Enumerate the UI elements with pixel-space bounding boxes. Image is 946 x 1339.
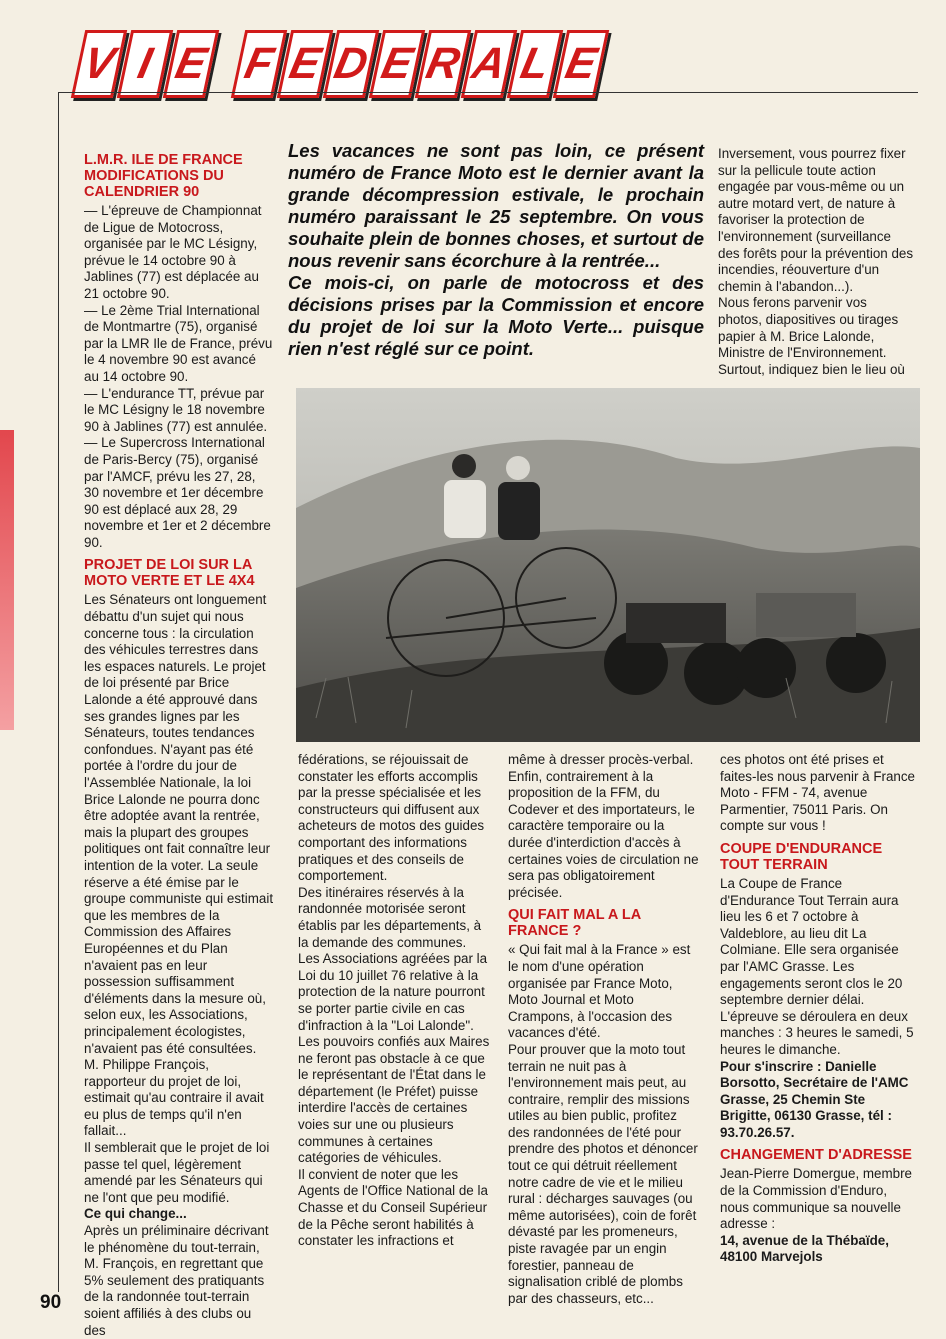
paragraph: Nous ferons parvenir vos photos, diapositives ou tirages papier à M. Brice Lalonde, Ministre de l'Environnement. — [718, 295, 899, 361]
paragraph: Les Associations agréées par la Loi du 10 juillet 76 relative à la protection de la nature pourront se porter partie civile en cas d'infraction à la "Loi Lalonde". — [298, 951, 488, 1033]
masthead — [78, 30, 602, 98]
page-number: 90 — [40, 1292, 62, 1313]
paragraph: Les Sénateurs ont longuement débattu d'un sujet qui nous concerne tous : la circulation des véhicules terrestres dans les espaces naturels. Le projet de loi présenté par Brice Lalonde a été approuvé dans ses grandes lignes par les Sénateurs, toutes tendances confondues. N'ayant pas été portée à l'ordre du jour de l'Assemblée Nationale, la loi Brice Lalonde ne pourra donc être adoptée avant la rentrée, mais la plupart des groupes politiques ont fait connaître leur intention de la voter. La seule réserve a été émise par le groupe communiste qui estimait que les membres de la Commission des Affaires Européennes et du Plan n'avaient pas en leur possession suffisamment d'éléments dans la mesure où, selon eux, les Associations, principalement écologistes, n'avaient pas été consultées. M. Philippe François, rapporteur du projet de loi, estimait qu'au contraire il avait eu plus de temps qu'il n'en fallait... — [84, 592, 274, 1139]
paragraph: même à dresser procès-verbal. — [508, 752, 694, 767]
paragraph: Il semblerait que le projet de loi passe tel quel, légèrement amendé par les Sénateurs qui ne l'ont que peu modifié. — [84, 1140, 270, 1205]
paragraph: « Qui fait mal à la France » est le nom d'une opération organisée par France Moto, Moto Journal et Moto Crampons, à l'occasion des vacances d'été. — [508, 942, 691, 1041]
paragraph: Surtout, indiquez bien le lieu où — [718, 361, 905, 377]
left-rule — [58, 92, 59, 1292]
masthead-letter: L — [507, 30, 563, 98]
paragraph: Enfin, contrairement à la proposition de la FFM, du Codever et des importateurs, le caractère temporaire ou la durée d'interdiction d'accès à certaines voies de circulation ne sera pas obligatoirement précisée. — [508, 768, 699, 900]
column-4-top — [718, 146, 914, 378]
paragraph: — L'épreuve de Championnat de Ligue de Motocross, organisée par le MC Lésigny, prévue le 14 octobre 90 à Jablines (77) est déplacée au 21 octobre 90. — [84, 203, 262, 301]
subheading: Ce qui change... — [84, 1206, 187, 1222]
masthead-letter: A — [461, 30, 517, 98]
masthead-letter: V — [71, 30, 127, 98]
intro-paragraph: Ce mois-ci, on parle de motocross et des décisions prises par la Commission et encore du projet de loi sur la Moto Verte... puisque rien n'est réglé sur ce point. — [288, 272, 704, 359]
column-4-bottom — [720, 752, 916, 1266]
paragraph: Jean-Pierre Domergue, membre de la Commission d'Enduro, nous communique sa nouvelle adresse : — [720, 1166, 913, 1232]
intro-paragraph: Les vacances ne sont pas loin, ce présent numéro de France Moto est le dernier avant la grande décompression estivale, le prochain numéro paraissant le 25 septembre. On vous souhaite plein de bonnes choses, et surtout de nous revenir sans écorchure à la rentrée... — [288, 140, 704, 271]
column-1 — [84, 146, 274, 1339]
masthead-letter: E — [163, 30, 219, 98]
masthead-letter: D — [323, 30, 379, 98]
masthead-letter: I — [117, 30, 173, 98]
section-heading: COUPE D'ENDURANCE TOUT TERRAIN — [720, 840, 883, 873]
page-edge-mark — [0, 430, 14, 730]
paragraph: Pour prouver que la moto tout terrain ne nuit pas à l'environnement mais peut, au contraire, remplir des missions utiles au bien public, profitez des randonnées de l'été pour prendre des photos et dénoncer tout ce qui détruit réellement notre cadre de vie et le milieu rural : décharges sauvages (ou même autorisées), coin de forêt dévasté par les promeneurs, piste ravagée par un engin forestier, panneau de signalisation criblé de plombs par des chasseurs, etc... — [508, 1041, 698, 1306]
address: 14, avenue de la Thébaïde, 48100 Marvejols — [720, 1232, 889, 1265]
section-heading: PROJET DE LOI SUR LA MOTO VERTE ET LE 4X4 — [84, 557, 255, 590]
masthead-letter: E — [369, 30, 425, 98]
paragraph: Il convient de noter que les Agents de l'Office National de la Chasse et du Conseil Supérieur de la Pêche seront habilités à constater les infractions et — [298, 1166, 488, 1249]
column-3 — [508, 752, 700, 1307]
paragraph: — L'endurance TT, prévue par le MC Lésigny le 18 novembre 90 à Jablines (77) est annulée. — [84, 385, 268, 434]
paragraph: fédérations, se réjouissait de constater les efforts accomplis par la presse spécialisée et les constructeurs qui diffusent aux acheteurs de motos des guides comportant des informations pratiques et des conseils de comportement. — [298, 752, 485, 884]
paragraph: — Le Supercross International de Paris-Bercy (75), organisé par l'AMCF, prévu les 27, 28, 30 novembre et 1er décembre 90 est déplacé aux 28, 29 novembre et 1er et 2 décembre 90. — [84, 435, 271, 550]
photo-illustration — [296, 388, 920, 742]
paragraph: La Coupe de France d'Endurance Tout Terrain aura lieu les 6 et 7 octobre à Valdeblore, au lieu dit La Colmiane. Elle sera organisée par l'AMC Grasse. Les engagements seront clos le 20 septembre dernier délai. L'épreuve se déroulera en deux manches : 3 heures le samedi, 5 heures le dimanche. — [720, 875, 914, 1057]
paragraph: Pour s'inscrire : Danielle Borsotto, Secrétaire de l'AMC Grasse, 25 Chemin Ste Brigitte, 06130 Grasse, tél : 93.70.26.57. — [720, 1058, 909, 1140]
section-heading: CHANGEMENT D'ADRESSE — [720, 1147, 912, 1164]
paragraph: Les pouvoirs confiés aux Maires ne feront pas obstacle à ce que le représentant de l'État dans le département (le Préfet) puisse interdire l'accès de certaines voies sur une ou plusieurs communes à certaines catégories de véhicules. — [298, 1034, 490, 1166]
masthead-letter: E — [277, 30, 333, 98]
paragraph: Des itinéraires réservés à la randonnée motorisée seront établis par les départements, à la demande des communes. — [298, 884, 482, 950]
paragraph: Après un préliminaire décrivant le phénomène du tout-terrain, M. François, en regrettant que 5% seulement des pratiquants de la randonnée tout-terrain soient affiliés à des clubs ou des — [84, 1223, 269, 1338]
section-heading: QUI FAIT MAL A LA FRANCE ? — [508, 907, 641, 940]
photo-riders-with-motorcycles — [296, 388, 920, 742]
paragraph: ces photos ont été prises et faites-les nous parvenir à France Moto - FFM - 74, avenue Parmentier, 75011 Paris. On compte sur vous ! — [720, 752, 916, 834]
masthead-letter: F — [231, 30, 287, 98]
paragraph: — Le 2ème Trial International de Montmartre (75), organisé par la LMR Ile de France, prévu le 4 novembre 90 est avancé au 14 octobre 90. — [84, 302, 273, 384]
section-heading: L.M.R. ILE DE FRANCE MODIFICATIONS DU CALENDRIER 90 — [84, 152, 243, 200]
masthead-letter: R — [415, 30, 471, 98]
intro-block — [288, 140, 704, 360]
paragraph: Inversement, vous pourrez fixer sur la pellicule toute action engagée par vous-même ou un autre motard vert, de nature à favoriser la protection de l'environnement (surveillance des forêts pour la prévention des incendies, réouverture d'un chemin à l'abandon...). — [718, 146, 914, 294]
header-rule — [58, 92, 918, 93]
column-2 — [298, 752, 490, 1250]
masthead-letter: E — [553, 30, 609, 98]
